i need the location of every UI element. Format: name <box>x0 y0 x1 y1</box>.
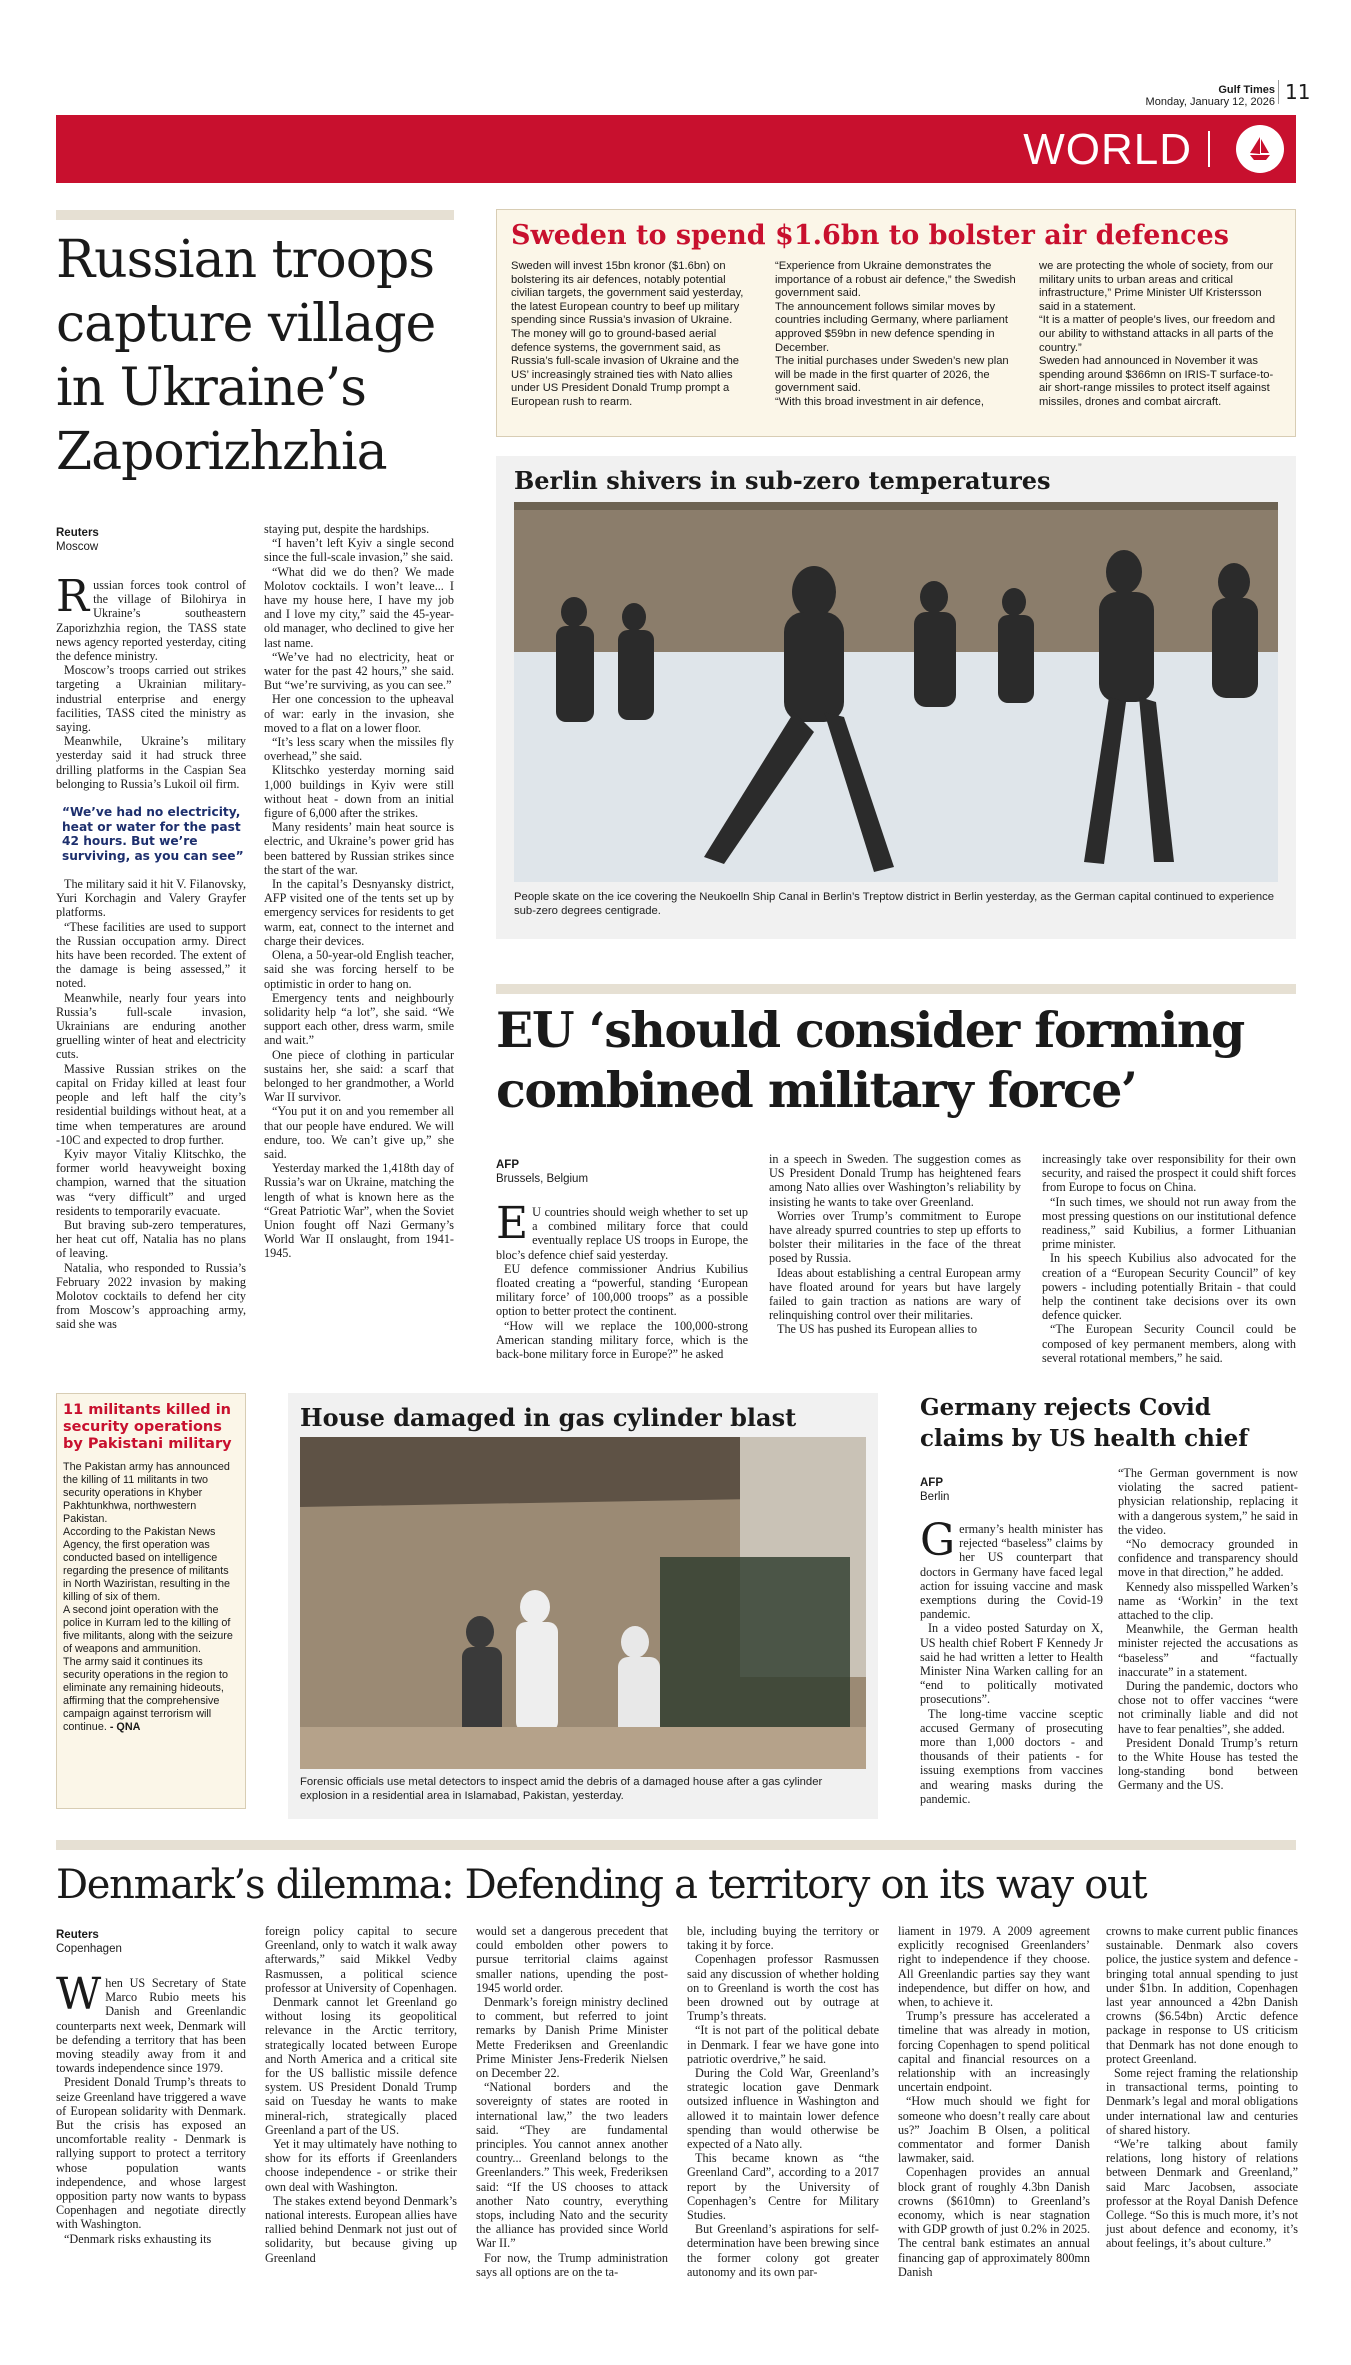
section-title: WORLD <box>1023 125 1192 174</box>
russia-para: Meanwhile, Ukraine’s military yesterday said it had struck three drilling platforms in the Caspian Sea belonging to Russia’s Lukoil oil firm. <box>56 734 246 791</box>
russia-para: Emergency tents and neighbourly solidarity help “a lot”, she said. “We support each other, dress warm, smile and wait.” <box>264 990 454 1048</box>
germany-para: The long-time vaccine sceptic accused Germany of prosecuting more than 1,000 doctors - and thousands of their patients - for issuing exemptions from vaccines and wearing masks during the pandemic. <box>920 1706 1103 1806</box>
germany-column-2 <box>1118 1466 1298 1793</box>
russia-byline <box>56 526 99 554</box>
russia-headline: Russian troops capture village in Ukraine’s Zaporizhzhia <box>56 230 436 482</box>
denmark-para: But Greenland’s aspirations for self-determination have been brewing since the former colony got greater autonomy and its own par- <box>687 2222 879 2279</box>
russia-pullquote: “We’ve had no electricity, heat or water for the past 42 hours. But we’re surviving, as you can see” <box>62 805 244 863</box>
eu-headline: EU ‘should consider forming combined military force’ <box>496 1001 1244 1119</box>
russia-para: Many residents’ main heat source is electric, and Ukraine’s power grid has been battered by Russian strikes since the start of the war. <box>264 820 454 877</box>
denmark-column-1 <box>56 1969 246 2246</box>
germany-para: Germany’s health minister has rejected “baseless” claims by her US counterpart that doctors in Germany have faced legal action for issuing vaccine and mask exemptions during the Covid-19 pandemic. <box>920 1515 1103 1622</box>
russia-para: “These facilities are used to support the Russian occupation army. Direct hits have been recorded. The extent of the damage is being assessed,” it noted. <box>56 919 246 991</box>
eu-para: Worries over Trump’s commitment to Europe have already spurred countries to step up efforts to bolster their militaries in the face of the threat posed by Russia. <box>769 1208 1021 1266</box>
russia-column-2 <box>264 522 454 1261</box>
section-divider <box>1208 131 1210 167</box>
section-banner <box>56 115 1296 183</box>
denmark-para: crowns to make current public finances sustainable. Denmark also covers police, the justice system and defence - bringing total annual spending to just under $1bn. In addition, Copenhagen last year announced a 42bn Danish crowns ($6.54bn) Arctic defence package in response to US criticism that Denmark has not done enough to protect Greenland. <box>1106 1924 1298 2066</box>
gas-headline: House damaged in gas cylinder blast <box>300 1403 797 1432</box>
pakistan-box <box>56 1393 246 1809</box>
denmark-para: liament in 1979. A 2009 agreement explicitly recognised Greenlanders’ right to independence if they choose. All Greenlandic parties say they want independence, but differ on how, and when, to achieve it. <box>898 1924 1090 2010</box>
denmark-para: Trump’s pressure has accelerated a timeline that was already in motion, forcing Copenhagen to spend political capital and financial resources on a relationship with an increasingly uncertain endpoint. <box>898 2009 1090 2095</box>
eu-para: “How will we replace the 100,000-strong American standing military force, which is the back-bone military force in Europe?” he asked <box>496 1318 748 1362</box>
russia-para: Yesterday marked the 1,418th day of Russia’s war on Ukraine, matching the length of what is known here as the “Great Patriotic War”, when the Soviet Union fought off Nazi Germany’s World War II onslaught, from 1941-1945. <box>264 1161 454 1261</box>
denmark-column-2 <box>265 1924 457 2265</box>
sweden-para: Sweden had announced in November it was spending around $366mn on IRIS-T surface-to-air short-range missiles to protect itself against missiles, drones and combat aircraft. <box>1039 355 1274 408</box>
denmark-para: Copenhagen professor Rasmussen said any discussion of whether holding on to Greenland is worth the cost has been drowned out by outrage at Trump’s threats. <box>687 1952 879 2024</box>
denmark-para: The stakes extend beyond Denmark’s national interests. European allies have rallied behind Denmark not just out of solidarity, but because giving up Greenland <box>265 2193 457 2265</box>
denmark-para: President Donald Trump’s threats to seize Greenland have triggered a wave of European solidarity with Denmark. But the crisis has exposed an uncomfortable reality - Denmark is rallying support to protect a territory whose population wants independence, and whose largest opposition party now wants to bypass Copenhagen and negotiate directly with Washington. <box>56 2075 246 2232</box>
denmark-para: “How much should we fight for someone who doesn’t really care about us?” Joachim B Olsen, a political commentator and former Danish lawmaker, said. <box>898 2094 1090 2166</box>
denmark-column-6 <box>1106 1924 1298 2251</box>
germany-headline: Germany rejects Covid claims by US health chief <box>920 1394 1249 1452</box>
russia-para: “It’s less scary when the missiles fly overhead,” she said. <box>264 735 454 764</box>
denmark-agency: Reuters <box>56 1929 99 1941</box>
eu-dateline: Brussels, Belgium <box>496 1173 589 1185</box>
pakistan-body <box>63 1461 239 1734</box>
germany-para: Kennedy also misspelled Warken’s name as ‘Workin’ in the text attached to the clip. <box>1118 1579 1298 1623</box>
russia-para: Klitschko yesterday morning said 1,000 buildings in Kyiv were still without heat - down from an initial figure of 6,000 after the strikes. <box>264 763 454 821</box>
russia-para: Her one concession to the upheaval of war: early in the invasion, she moved to a flat on a lower floor. <box>264 692 454 735</box>
russia-para: But braving sub-zero temperatures, her heat cut off, Natalia has no plans of leaving. <box>56 1217 246 1261</box>
gas-caption: Forensic officials use metal detectors to inspect amid the debris of a damaged house after a gas cylinder explosion in a residential area in Islamabad, Pakistan, yesterday. <box>300 1776 823 1802</box>
gas-photo <box>300 1437 866 1769</box>
sweden-para: Sweden will invest 15bn kronor ($1.6bn) on bolstering its air defences, notably potential civilian targets, the government said yesterday, the latest European country to beef up military spending since Russia’s invasion of Ukraine. The money will go to ground-based aerial defence systems, the government said, as Russia’s full-scale invasion of Ukraine and the US’ increasingly strained ties with Nato allies under US President Donald Trump prompt a European rush to rearm. <box>511 260 744 408</box>
denmark-para: Yet it may ultimately have nothing to show for its efforts if Greenlanders choose independence - or strike their own deal with Washington. <box>265 2137 457 2194</box>
germany-para: In a video posted Saturday on X, US health chief Robert F Kennedy Jr said he had written a letter to Health Minister Nina Warken calling for an “end to politically motivated prosecutions”. <box>920 1621 1103 1707</box>
germany-para: “No democracy grounded in confidence and transparency should move in that direction,” he added. <box>1118 1537 1298 1580</box>
denmark-para: During the Cold War, Greenland’s strategic location gave Denmark outsized influence in Washington and allowed it to maintain lower defence spending than would otherwise be expected of a Nato ally. <box>687 2066 879 2152</box>
denmark-para: “National borders and the sovereignty of states are rooted in international law,” the two leaders said. “They are fundamental principles. You cannot annex another country... Greenland belongs to the Greenlanders.” This week, Frederiksen said: “If the US chooses to attack another Nato country, everything stops, including Nato and the security the alliance has provided since World War II.” <box>476 2080 668 2251</box>
masthead-meta <box>1080 84 1275 108</box>
germany-para: President Donald Trump’s return to the White House has tested the long-standing bond between Germany and the US. <box>1118 1735 1298 1793</box>
eu-para: EU defence commissioner Andrius Kubilius floated creating a “powerful, standing ‘European military force’ of 100,000 troops” as a possible option to better protect the continent. <box>496 1261 748 1319</box>
denmark-para: Denmark’s foreign ministry declined to comment, but referred to joint remarks by Danish Prime Minister Mette Frederiksen and Greenlandic Prime Minister Jens-Frederik Nielsen on December 22. <box>476 1995 668 2081</box>
sweden-headline: Sweden to spend $1.6bn to bolster air defences <box>511 220 1229 251</box>
sweden-para: “With this broad investment in air defence, <box>775 395 984 408</box>
sweden-para: The announcement follows similar moves by countries including Germany, where parliament approved $59bn in new defence spending in December. <box>775 300 1008 354</box>
denmark-para: When US Secretary of State Marco Rubio meets his Danish and Greenlandic counterparts next week, Denmark will be defending a territory that has been moving steadily away from it and towards independence since 1979. <box>56 1969 246 2076</box>
russia-para: “We’ve had no electricity, heat or water for the past 42 hours,” she said. But “we’re surviving, as you can see.” <box>264 649 454 693</box>
eu-agency: AFP <box>496 1159 519 1171</box>
germany-column-1 <box>920 1515 1103 1806</box>
eu-column-3 <box>1042 1152 1296 1365</box>
russia-top-rule <box>56 210 454 220</box>
denmark-para: “It is not part of the political debate in Denmark. I fear we have gone into patriotic overdrive,” he said. <box>687 2023 879 2066</box>
germany-byline <box>920 1476 949 1504</box>
russia-para: Russian forces took control of the village of Bilohirya in Ukraine’s southeastern Zaporizhzhia region, the TASS state news agency reported yesterday, citing the defence ministry. <box>56 571 246 664</box>
eu-para: in a speech in Sweden. The suggestion comes as US President Donald Trump has heightened fears among Nato allies over Washington’s reliability by insisting he wants to take over Greenland. <box>769 1152 1021 1209</box>
russia-para: “What did we do then? We made Molotov cocktails. I won’t leave... I have my house here, I have my job and I love my city,” said the 45-year-old manager, who declined to give her last name. <box>264 564 454 650</box>
russia-dateline: Moscow <box>56 541 99 553</box>
denmark-para: This became known as “the Greenland Card”, according to a 2017 report by the University of Copenhagen’s Centre for Military Studies. <box>687 2151 879 2223</box>
russia-para: One piece of clothing in particular sustains her, she said: a scarf that belonged to her grandmother, a World War II survivor. <box>264 1047 454 1105</box>
eu-para: EU countries should weigh whether to set up a combined military force that could eventually replace US troops in Europe, the bloc’s defence chief said yesterday. <box>496 1198 748 1262</box>
denmark-byline <box>56 1928 122 1956</box>
sweden-column-2 <box>775 260 1017 410</box>
issue-date: Monday, January 12, 2026 <box>1145 96 1275 108</box>
pakistan-para: The army said it continues its security operations in the region to eliminate any remaining hideouts, affirming that the comprehensive campaign against terrorism will continue. <box>63 1656 229 1733</box>
germany-dateline: Berlin <box>920 1491 950 1503</box>
berlin-caption: People skate on the ice covering the Neukoelln Ship Canal in Berlin’s Treptow district in Berlin yesterday, as the German capital continued to experience sub-zero degrees centigrade. <box>514 891 1275 917</box>
eu-para: “In such times, we should not run away from the most pressing questions on our institutional defence readiness,” said Kubilius, a former Lithuanian prime minister. <box>1042 1194 1296 1252</box>
eu-para: “The European Security Council could be composed of key permanent members, along with several rotational members,” he said. <box>1042 1322 1296 1365</box>
denmark-para: For now, the Trump administration says all options are on the ta- <box>476 2250 668 2279</box>
denmark-top-rule <box>56 1840 1296 1850</box>
sweden-box <box>496 209 1296 437</box>
skaters-illustration <box>514 502 1278 882</box>
germany-para: During the pandemic, doctors who chose not to offer vaccines “were not criminally liable and did not have to fear penalties”, she added. <box>1118 1679 1298 1736</box>
denmark-headline: Denmark’s dilemma: Defending a territory on its way out <box>56 1862 1147 1908</box>
denmark-column-5 <box>898 1924 1090 2279</box>
russia-para: Massive Russian strikes on the capital on Friday killed at least four people and left half the city’s residential buildings without heat, at a time when temperatures are around -10C and expected to drop further. <box>56 1061 246 1147</box>
page-number: 11 <box>1278 80 1298 104</box>
berlin-headline: Berlin shivers in sub-zero temperatures <box>514 466 1051 495</box>
russia-para: “I haven’t left Kyiv a single second since the full-scale invasion,” she said. <box>264 536 454 565</box>
eu-top-rule <box>496 984 1296 994</box>
germany-para: “The German government is now violating the sacred patient-physician relationship, replacing it with a dangerous system,” he said in the video. <box>1118 1466 1298 1537</box>
berlin-photo <box>514 502 1278 882</box>
sweden-body <box>511 260 1281 410</box>
gas-box <box>288 1393 878 1819</box>
russia-para: The military said it hit V. Filanovsky, Yuri Korchagin and Valery Grayfer platforms. <box>56 877 246 920</box>
germany-para: Meanwhile, the German health minister rejected the accusations as “baseless” and “factually inaccurate” in a statement. <box>1118 1622 1298 1679</box>
pakistan-para: A second joint operation with the police in Kurram led to the killing of five militants, along with the seizure of weapons and ammunition. <box>63 1604 233 1655</box>
pakistan-para: The Pakistan army has announced the killing of 11 militants in two security operations in Khyber Pakhtunkhwa, northwestern Pakistan. <box>63 1461 230 1525</box>
eu-para: The US has pushed its European allies to <box>777 1322 978 1337</box>
denmark-para: Some reject framing the relationship in transactional terms, pointing to Denmark’s legal and moral obligations under international law and centuries of shared history. <box>1106 2066 1298 2137</box>
denmark-para: ble, including buying the territory or taking it by force. <box>687 1924 879 1953</box>
eu-para: Ideas about establishing a central European army have floated around for years but have largely failed to gain traction as nations are wary of relinquishing control over their militaries. <box>769 1265 1021 1323</box>
sweden-column-3 <box>1039 260 1281 410</box>
eu-para: In his speech Kubilius also advocated for the creation of a “European Security Council” of key powers - including potentially Britain - that could help the continent take decisions over its own defence quicker. <box>1042 1251 1296 1323</box>
russia-para: Meanwhile, nearly four years into Russia’s full-scale invasion, Ukrainians are enduring another gruelling winter of heat and electricity cuts. <box>56 990 246 1062</box>
denmark-para: Copenhagen provides an annual block grant of roughly 4.3bn Danish crowns ($610mn) to Greenland’s economy, which is near stagnation with GDP growth of just 0.2% in 2025. The central bank estimates an annual financing gap of approximately 800mn Danish <box>898 2165 1090 2279</box>
debris-illustration <box>300 1437 866 1769</box>
sweden-para: “It is a matter of people’s lives, our freedom and our ability to withstand attacks in all parts of the country.” <box>1039 314 1276 354</box>
denmark-para: “We’re talking about family relations, long history of relations between Denmark and Greenland,” said Marc Jacobsen, associate professor at the Royal Danish Defence College. “So this is much more, it’s not just about defence and economy, it’s about feelings, it’s about culture.” <box>1106 2137 1298 2251</box>
eu-column-1 <box>496 1198 748 1362</box>
paper-name: Gulf Times <box>1218 84 1275 96</box>
denmark-para: “Denmark risks exhausting its <box>64 2231 212 2246</box>
sweden-para: The initial purchases under Sweden’s new plan will be made in the first quarter of 2026, the government said. <box>775 355 1009 395</box>
russia-para: In the capital’s Desnyansky district, AFP visited one of the tents set up by emergency services for residents to get warm, eat, connect to the internet and charge their devices. <box>264 877 454 948</box>
sweden-para: “Experience from Ukraine demonstrates the importance of a robust air defence,” the Swedish government said. <box>775 260 1016 300</box>
russia-para: Kyiv mayor Vitaliy Klitschko, the former world heavyweight boxing champion, warned that the situation was “very difficult” and urged residents to temporarily evacuate. <box>56 1146 246 1218</box>
denmark-para: would set a dangerous precedent that could embolden other powers to pursue territorial claims against smaller nations, upending the post-1945 world order. <box>476 1924 668 1995</box>
dhow-icon <box>1236 125 1284 173</box>
eu-column-2 <box>769 1152 1021 1337</box>
berlin-box <box>496 456 1296 939</box>
russia-agency: Reuters <box>56 527 99 539</box>
russia-para: Moscow’s troops carried out strikes targeting a Ukrainian military-industrial enterprise and energy facilities, TASS cited the ministry as saying. <box>56 663 246 735</box>
denmark-para: Denmark cannot let Greenland go without losing its geopolitical relevance in the Arctic territory, strategically located between Europe and North America and a critical site for the US ballistic missile defence system. US President Donald Trump said on Tuesday he wants to make mineral-rich, strategically placed Greenland a part of the US. <box>265 1995 457 2137</box>
eu-byline <box>496 1158 588 1186</box>
pakistan-signoff: - QNA <box>109 1721 141 1733</box>
sweden-para: we are protecting the whole of society, from our military units to urban areas and critical infrastructure,” Prime Minister Ulf Kristersson said in a statement. <box>1039 260 1274 313</box>
denmark-dateline: Copenhagen <box>56 1943 122 1955</box>
russia-para: “You put it on and you remember all that our people have endured. We will endure, too. We can’t give up,” she said. <box>264 1104 454 1161</box>
russia-para: Olena, a 50-year-old English teacher, said she was forcing herself to be optimistic in order to hang on. <box>264 948 454 991</box>
pakistan-para: According to the Pakistan News Agency, the first operation was conducted based on intelligence regarding the presence of militants in North Waziristan, resulting in the killing of six of them. <box>63 1526 231 1603</box>
denmark-para: foreign policy capital to secure Greenland, only to watch it walk away afterwards,” said Mikkel Vedby Rasmussen, a political science professor at University of Copenhagen. <box>265 1924 457 1995</box>
denmark-column-4 <box>687 1924 879 2279</box>
russia-column-1 <box>56 571 246 1332</box>
sweden-column-1 <box>511 260 753 410</box>
russia-para: staying put, despite the hardships. <box>264 522 430 536</box>
pakistan-headline: 11 militants killed in security operations by Pakistani military <box>63 1402 232 1452</box>
germany-agency: AFP <box>920 1477 943 1489</box>
russia-para: Natalia, who responded to Russia’s February 2022 invasion by making Molotov cocktails to defend her city from Moscow’s approaching army, said she was <box>56 1260 246 1332</box>
eu-para: increasingly take over responsibility for their own security, and raised the prospect it could shift forces from Europe to focus on China. <box>1042 1152 1296 1195</box>
denmark-column-3 <box>476 1924 668 2279</box>
